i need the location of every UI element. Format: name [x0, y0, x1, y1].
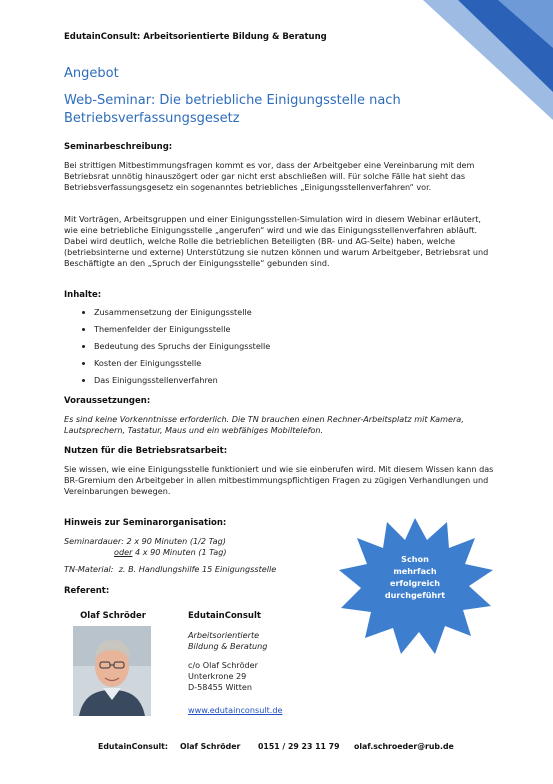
organisation-heading: Hinweis zur Seminarorganisation: [64, 518, 227, 528]
company-tagline-1: Arbeitsorientierte [188, 630, 260, 640]
website-link[interactable]: www.edutainconsult.de [188, 705, 283, 715]
duration-line-2 [114, 547, 354, 558]
contents-list [80, 306, 270, 391]
list-item: • Bedeutung des Spruchs der Einigungsstelle [94, 340, 270, 357]
seminar-title: Web-Seminar: Die betriebliche Einigungsstelle nach Betriebsverfassungsgesetz [64, 93, 401, 126]
footer-name: Olaf Schröder [180, 742, 241, 751]
company-tagline-2: Bildung & Beratung [188, 641, 268, 651]
list-item: • Zusammensetzung der Einigungsstelle [94, 306, 270, 323]
benefit-heading: Nutzen für die Betriebsratsarbeit: [64, 446, 228, 456]
description-paragraph-1: Bei strittigen Mitbestimmungsfragen kommt es vor, dass der Arbeitgeber eine Vereinbarung mit dem Betriebsrat unnötig hinauszögert oder gar nicht erst abschließen will. Für solche Fälle hat sieht das Betriebsverfassungsgesetz ein sogenanntes betriebliches „Einigungsstellenverfahren“ vor. [64, 160, 475, 192]
company-name: EdutainConsult [188, 611, 261, 621]
footer-email[interactable]: olaf.schroeder@rub.de [354, 742, 454, 751]
benefit-text: Sie wissen, wie eine Einigungsstelle funktioniert und wie sie einberufen wird. Mit diesem Wissen kann das BR-Gremium den Arbeitgeber in allen mitbestimmungspflichtigen Fragen zu zügigen Verhandlungen und Vereinbarungen bewegen. [64, 464, 494, 496]
duration-line-1 [64, 536, 344, 547]
referent-photo [73, 626, 151, 716]
address-line-2: Unterkrone 29 [188, 671, 247, 681]
badge-line: erfolgreich [390, 578, 440, 588]
prerequisites-text: Es sind keine Vorkenntnisse erforderlich. Die TN brauchen einen Rechner-Arbeitsplatz mit Kamera, Lautsprechern, Tastatur, Maus und ein webfähiges Mobiltelefon. [64, 414, 464, 435]
list-item: • Das Einigungsstellenverfahren [94, 374, 270, 391]
list-item: • Themenfelder der Einigungsstelle [94, 323, 270, 340]
referent-heading: Referent: [64, 586, 110, 596]
corner-decoration [403, 0, 553, 120]
list-item: • Kosten der Einigungsstelle [94, 357, 270, 374]
duration-value-1: 2 x 90 Minuten (1/2 Tag) [126, 536, 226, 546]
badge-text [365, 553, 465, 601]
badge-line: Schon [401, 554, 429, 564]
duration-value-2: 4 x 90 Minuten (1 Tag) [134, 547, 227, 557]
material-line [64, 564, 364, 575]
offer-label: Angebot [64, 66, 119, 81]
material-label: TN-Material: [64, 564, 114, 574]
duration-label: Seminardauer: [64, 536, 124, 546]
referent-name: Olaf Schröder [80, 611, 146, 621]
footer-phone: 0151 / 29 23 11 79 [258, 742, 340, 751]
material-text: z. B. Handlungshilfe 15 Einigungsstelle [118, 564, 277, 574]
badge-line: mehrfach [393, 566, 437, 576]
document-header: EdutainConsult: Arbeitsorientierte Bildung & Beratung [64, 32, 327, 42]
footer-company: EdutainConsult: [98, 742, 169, 751]
prerequisites-heading: Voraussetzungen: [64, 396, 151, 406]
badge-line: durchgeführt [384, 590, 446, 600]
description-heading: Seminarbeschreibung: [64, 142, 173, 152]
duration-or: oder [114, 547, 133, 557]
contents-heading: Inhalte: [64, 290, 102, 300]
address-line-3: D-58455 Witten [188, 682, 253, 692]
address-line-1: c/o Olaf Schröder [188, 660, 258, 670]
description-paragraph-2: Mit Vorträgen, Arbeitsgruppen und einer Einigungsstellen-Simulation wird in diesem Webinar erläutert, wie eine betriebliche Einigungsstelle „angerufen“ wird und wie das Einigungsstellenverfahren abläuft. Dabei wird deutlich, welche Rolle die betrieblichen Beteiligten (BR- und AG-Seite) haben, welche (betriebsinterne und externe) Unterstützung sie nutzen können und warum Arbeitgeber, Betriebsrat und Beschäftigte an den „Spruch der Einigungsstelle“ gebunden sind. [64, 214, 489, 268]
